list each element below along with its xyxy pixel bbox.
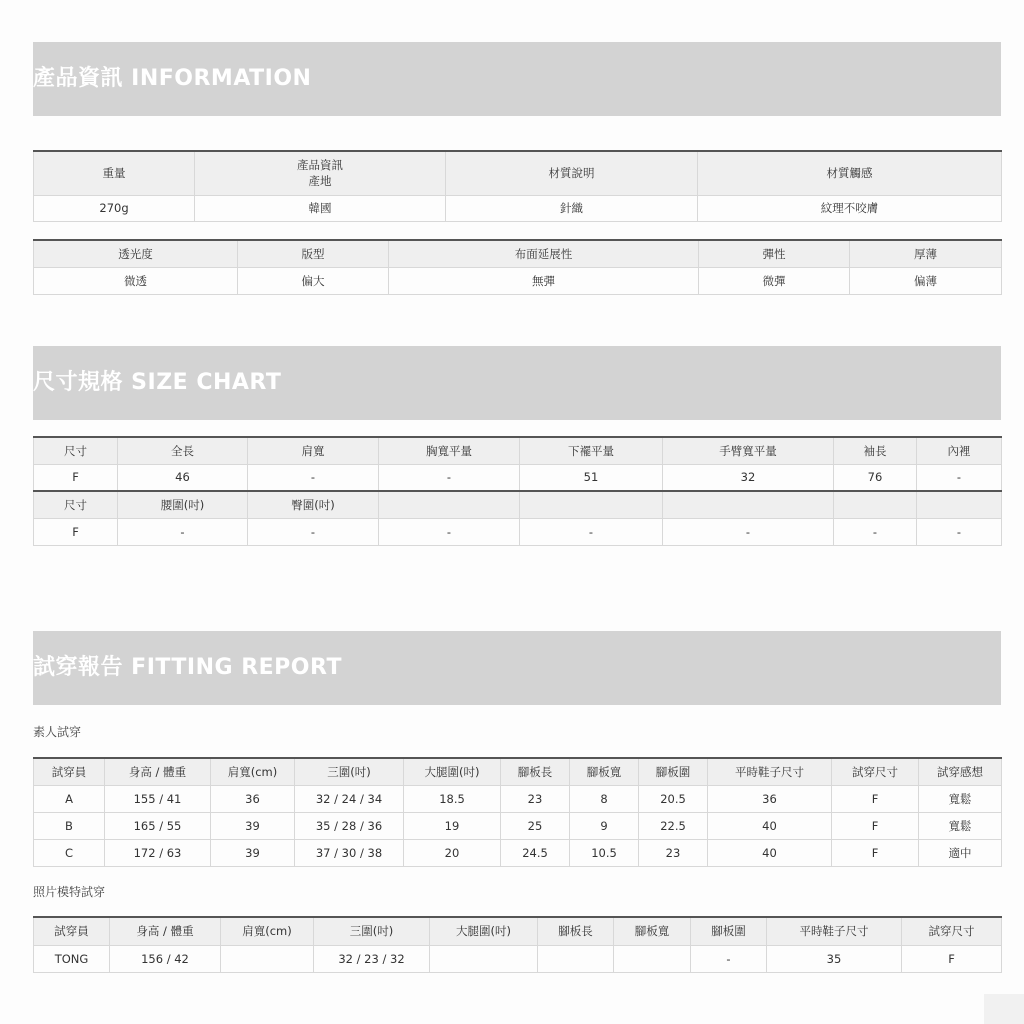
fitting-report-title: 試穿報告 FITTING REPORT (33, 655, 342, 680)
model-header: 大腿圍(吋) (430, 917, 538, 945)
info-header-fit: 版型 (238, 240, 389, 267)
size-header-empty (917, 491, 1002, 518)
info-value-opacity: 微透 (34, 267, 238, 294)
model-header: 平時鞋子尺寸 (767, 917, 902, 945)
fit-header: 試穿尺寸 (832, 758, 919, 785)
size-cell: - (663, 518, 834, 545)
fit-header: 大腿圍(吋) (404, 758, 501, 785)
fit-cell: 40 (708, 839, 832, 866)
info-header-material: 材質說明 (446, 151, 698, 195)
fit-cell: 23 (639, 839, 708, 866)
size-header-size: 尺寸 (34, 437, 118, 464)
info-header-texture: 材質觸感 (698, 151, 1002, 195)
model-header: 肩寬(cm) (221, 917, 314, 945)
fit-cell: 23 (501, 785, 570, 812)
size-header-lining: 內裡 (917, 437, 1002, 464)
fit-cell: 40 (708, 812, 832, 839)
info-value-thickness: 偏薄 (850, 267, 1002, 294)
info-table-1 (33, 150, 1002, 222)
size-header-sleeve: 袖長 (834, 437, 917, 464)
size-cell: F (34, 464, 118, 491)
model-header: 三圍(吋) (314, 917, 430, 945)
model-cell (614, 945, 691, 972)
model-fitting-label: 照片模特試穿 (33, 885, 106, 899)
size-chart-banner (33, 346, 1001, 420)
info-value-material: 針織 (446, 195, 698, 221)
model-cell: 156 / 42 (110, 945, 221, 972)
fit-cell: 32 / 24 / 34 (295, 785, 404, 812)
fit-header: 腳板寬 (570, 758, 639, 785)
size-cell: F (34, 518, 118, 545)
size-cell: 76 (834, 464, 917, 491)
info-table-2 (33, 239, 1002, 295)
size-cell: - (248, 518, 379, 545)
table-row (34, 785, 1002, 812)
fit-cell: 37 / 30 / 38 (295, 839, 404, 866)
amateur-fitting-label: 素人試穿 (33, 725, 82, 739)
model-header: 腳板長 (538, 917, 614, 945)
fit-cell: 172 / 63 (105, 839, 211, 866)
size-header-length: 全長 (118, 437, 248, 464)
model-cell (538, 945, 614, 972)
information-title: 產品資訊 INFORMATION (33, 66, 312, 91)
info-value-origin: 韓國 (195, 195, 446, 221)
size-header-empty (379, 491, 520, 518)
info-value-weight: 270g (34, 195, 195, 221)
model-cell: - (691, 945, 767, 972)
size-header-hem: 下襬平量 (520, 437, 663, 464)
info-value-elasticity: 微彈 (699, 267, 850, 294)
size-header-arm: 手臂寬平量 (663, 437, 834, 464)
table-row (34, 812, 1002, 839)
info-header-opacity: 透光度 (34, 240, 238, 267)
fit-cell: 18.5 (404, 785, 501, 812)
model-header: 身高 / 體重 (110, 917, 221, 945)
fit-header: 平時鞋子尺寸 (708, 758, 832, 785)
model-header: 試穿尺寸 (902, 917, 1002, 945)
info-value-texture: 紋理不咬膚 (698, 195, 1002, 221)
size-chart-title: 尺寸規格 SIZE CHART (33, 370, 282, 395)
size-cell: 51 (520, 464, 663, 491)
size-header-empty (520, 491, 663, 518)
fit-cell: 8 (570, 785, 639, 812)
size-cell: - (248, 464, 379, 491)
info-header-origin: 產品資訊 產地 (195, 151, 446, 195)
corner-block (984, 994, 1024, 1024)
amateur-fitting-table (33, 757, 1002, 867)
fit-cell: 9 (570, 812, 639, 839)
table-row (34, 839, 1002, 866)
fit-cell: 19 (404, 812, 501, 839)
fit-cell: 39 (211, 839, 295, 866)
fit-header: 身高 / 體重 (105, 758, 211, 785)
size-header-hip: 臀圍(吋) (248, 491, 379, 518)
fit-cell: 36 (708, 785, 832, 812)
fit-cell: 39 (211, 812, 295, 839)
fit-cell: F (832, 812, 919, 839)
fit-cell: 35 / 28 / 36 (295, 812, 404, 839)
model-header: 腳板寬 (614, 917, 691, 945)
size-cell: 32 (663, 464, 834, 491)
fit-cell: F (832, 785, 919, 812)
info-value-fit: 偏大 (238, 267, 389, 294)
size-cell: - (118, 518, 248, 545)
size-table (33, 436, 1002, 546)
fit-cell: 寬鬆 (919, 785, 1002, 812)
model-header: 試穿員 (34, 917, 110, 945)
fit-cell: B (34, 812, 105, 839)
size-cell: 46 (118, 464, 248, 491)
size-cell: - (379, 518, 520, 545)
model-cell (221, 945, 314, 972)
model-cell: F (902, 945, 1002, 972)
model-fitting-table (33, 916, 1002, 973)
info-value-stretch: 無彈 (389, 267, 699, 294)
fit-cell: 36 (211, 785, 295, 812)
model-header: 腳板圍 (691, 917, 767, 945)
fit-header: 腳板長 (501, 758, 570, 785)
fit-cell: A (34, 785, 105, 812)
info-header-elasticity: 彈性 (699, 240, 850, 267)
model-cell: 32 / 23 / 32 (314, 945, 430, 972)
size-header-waist: 腰圍(吋) (118, 491, 248, 518)
size-cell: - (917, 518, 1002, 545)
fit-cell: F (832, 839, 919, 866)
fit-cell: C (34, 839, 105, 866)
model-cell (430, 945, 538, 972)
info-header-weight: 重量 (34, 151, 195, 195)
size-header-empty (834, 491, 917, 518)
table-row (34, 945, 1002, 972)
information-banner (33, 42, 1001, 116)
fit-header: 腳板圍 (639, 758, 708, 785)
fit-header: 試穿員 (34, 758, 105, 785)
fit-cell: 20 (404, 839, 501, 866)
fitting-report-banner (33, 631, 1001, 705)
size-header-chest: 胸寬平量 (379, 437, 520, 464)
model-cell: TONG (34, 945, 110, 972)
size-cell: - (834, 518, 917, 545)
info-header-thickness: 厚薄 (850, 240, 1002, 267)
fit-cell: 165 / 55 (105, 812, 211, 839)
size-cell: - (520, 518, 663, 545)
fit-cell: 10.5 (570, 839, 639, 866)
fit-cell: 20.5 (639, 785, 708, 812)
model-cell: 35 (767, 945, 902, 972)
fit-header: 三圍(吋) (295, 758, 404, 785)
fit-cell: 25 (501, 812, 570, 839)
fit-cell: 155 / 41 (105, 785, 211, 812)
size-cell: - (917, 464, 1002, 491)
size-header-shoulder: 肩寬 (248, 437, 379, 464)
size-header-empty (663, 491, 834, 518)
fit-header: 試穿感想 (919, 758, 1002, 785)
fit-cell: 寬鬆 (919, 812, 1002, 839)
fit-cell: 22.5 (639, 812, 708, 839)
fit-header: 肩寬(cm) (211, 758, 295, 785)
size-cell: - (379, 464, 520, 491)
size-header-size: 尺寸 (34, 491, 118, 518)
fit-cell: 適中 (919, 839, 1002, 866)
info-header-stretch: 布面延展性 (389, 240, 699, 267)
fit-cell: 24.5 (501, 839, 570, 866)
